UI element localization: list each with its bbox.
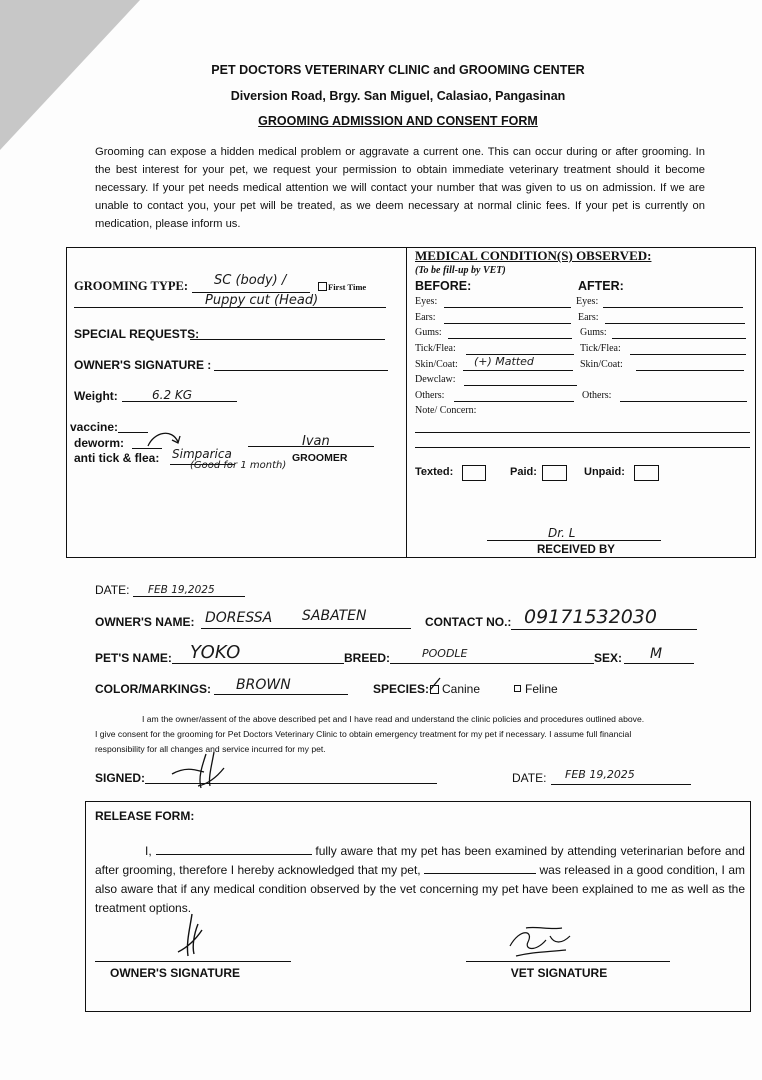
- others-before-line[interactable]: [454, 401, 574, 402]
- release-text-aware: fully aware that my pet has been examined by attending veterinarian before and after grooming, therefore I hereby acknowledged that my pet,: [95, 844, 745, 877]
- tick-flea-note: (Good for 1 month): [190, 460, 287, 471]
- owner-name-label: OWNER'S NAME:: [95, 615, 195, 629]
- admission-box-divider: [406, 247, 407, 558]
- feline-label: Feline: [525, 682, 558, 696]
- color-line: [214, 694, 348, 695]
- contact-line: [511, 629, 697, 630]
- release-title: RELEASE FORM:: [95, 809, 195, 823]
- eyes-after-label: Eyes:: [576, 296, 599, 307]
- release-paragraph: [95, 842, 745, 918]
- vet-signature-scribble: [506, 922, 576, 962]
- gums-after-label: Gums:: [580, 327, 607, 338]
- owner-name-line: [201, 628, 411, 629]
- skin-coat-after-label: Skin/Coat:: [580, 359, 623, 370]
- contact-label: CONTACT NO.:: [425, 615, 512, 629]
- others-after-label: Others:: [582, 390, 612, 401]
- form-title: GROOMING ADMISSION AND CONSENT FORM: [258, 114, 538, 128]
- groomer-label: GROOMER: [292, 452, 348, 464]
- owner-last-name: SABATEN: [302, 608, 367, 624]
- vet-signature-line[interactable]: [466, 961, 670, 962]
- eyes-after-line[interactable]: [603, 307, 743, 308]
- color-value: BROWN: [236, 677, 291, 693]
- breed-value: POODLE: [422, 647, 468, 660]
- breed-line: [390, 663, 594, 664]
- medical-title: MEDICAL CONDITION(S) OBSERVED:: [415, 248, 652, 263]
- color-label: COLOR/MARKINGS:: [95, 682, 211, 696]
- deworm-label: deworm:: [74, 436, 125, 450]
- breed-label: BREED:: [344, 651, 391, 665]
- note-line-2[interactable]: [415, 447, 750, 448]
- eyes-before-label: Eyes:: [415, 296, 438, 307]
- vaccine-label: vaccine:: [70, 420, 119, 434]
- release-pet-name-blank[interactable]: [424, 873, 536, 874]
- pet-name-value: YOKO: [190, 642, 241, 663]
- skin-coat-after-line[interactable]: [636, 370, 744, 371]
- owner-signature-scribble: [168, 748, 238, 793]
- first-time-label: First Time: [328, 282, 367, 292]
- unpaid-label: Unpaid:: [584, 466, 625, 478]
- date-label: DATE:: [95, 583, 130, 597]
- canine-label: Canine: [442, 682, 481, 696]
- intro-paragraph: Grooming can expose a hidden medical problem or aggravate a current one. This can occur during or after grooming. In the best interest for your pet, we request your permission to obtain immediate veterinary treatment should it become necessary. If your pet needs medical attention we will contact your number that was given to us on admission. If we are unable to contact you, your pet will be treated, as we deem necessary at normal clinic fees. If your pet is currently on medication, please inform us.: [95, 146, 705, 230]
- note-line-1[interactable]: [415, 432, 750, 433]
- groomer-line: [248, 446, 374, 447]
- tick-flea-after-label: Tick/Flea:: [580, 343, 621, 354]
- texted-checkbox[interactable]: [462, 465, 486, 481]
- sex-line: [624, 663, 694, 664]
- grooming-type-label: GROOMING TYPE:: [74, 279, 189, 293]
- release-text-i: I,: [145, 844, 152, 858]
- ears-before-line[interactable]: [444, 323, 571, 324]
- dewclaw-label: Dewclaw:: [415, 374, 456, 385]
- skin-coat-before-label: Skin/Coat:: [415, 359, 458, 370]
- pet-name-label: PET'S NAME:: [95, 651, 172, 665]
- paid-checkbox[interactable]: [542, 465, 567, 481]
- clinic-name: PET DOCTORS VETERINARY CLINIC and GROOMING CENTER: [211, 63, 585, 77]
- owner-release-signature-scribble: [168, 912, 218, 962]
- release-text-condition: was released in a good condition, I am also aware that if any medical condition observed by the vet concerning my pet have been explained to me as well as the treatment options.: [95, 863, 745, 915]
- owner-release-signature-line[interactable]: [95, 961, 291, 962]
- tick-flea-before-label: Tick/Flea:: [415, 343, 456, 354]
- received-by-label: RECEIVED BY: [537, 544, 615, 556]
- tick-flea-after-line[interactable]: [630, 354, 746, 355]
- special-requests-line[interactable]: [190, 339, 385, 340]
- species-label: SPECIES:: [373, 682, 430, 696]
- gums-before-label: Gums:: [415, 327, 442, 338]
- sex-label: SEX:: [594, 651, 623, 665]
- medical-subtitle: (To be fill-up by VET): [415, 265, 506, 276]
- feline-checkbox[interactable]: [514, 685, 521, 692]
- others-after-line[interactable]: [620, 401, 747, 402]
- signed-date-label: DATE:: [512, 771, 547, 785]
- consent-line-1: I am the owner/assent of the above described pet and I have read and understand the clinic policies and procedures outlined above.: [142, 714, 645, 724]
- weight-label: Weight:: [74, 389, 118, 403]
- signed-date-value: FEB 19,2025: [565, 768, 635, 781]
- others-before-label: Others:: [415, 390, 445, 401]
- weight-value: 6.2 KG: [152, 388, 193, 402]
- contact-value: 09171532030: [524, 606, 657, 628]
- owner-release-signature-label: OWNER'S SIGNATURE: [110, 966, 240, 980]
- before-label: BEFORE:: [415, 279, 472, 293]
- consent-line-3: responsibility for all changes and service incurred for my pet.: [95, 744, 326, 754]
- vaccine-line: [118, 432, 148, 433]
- tick-flea-value: Simparica: [172, 447, 232, 461]
- signed-label: SIGNED:: [95, 771, 146, 785]
- after-label: AFTER:: [578, 279, 624, 293]
- sex-value: M: [650, 646, 663, 662]
- grooming-type-value-2: Puppy cut (Head): [205, 293, 319, 308]
- date-line: [133, 596, 245, 597]
- ears-after-label: Ears:: [578, 312, 599, 323]
- note-concern-label: Note/ Concern:: [415, 405, 477, 416]
- clinic-address: Diversion Road, Brgy. San Miguel, Calasiao, Pangasinan: [230, 89, 566, 103]
- date-value: FEB 19,2025: [148, 584, 215, 596]
- vet-signature-label: VET SIGNATURE: [510, 966, 608, 980]
- skin-coat-before-value: (+) Matted: [474, 355, 534, 368]
- owner-signature-label: OWNER'S SIGNATURE :: [74, 358, 212, 372]
- consent-line-2: I give consent for the grooming for Pet Doctors Veterinary Clinic to obtain emergency treatment for my pet if necessary. I assume full financial: [95, 729, 632, 739]
- tick-flea-label: anti tick & flea:: [74, 451, 160, 465]
- ears-before-label: Ears:: [415, 312, 436, 323]
- ears-after-line[interactable]: [605, 323, 745, 324]
- gums-after-line[interactable]: [612, 338, 746, 339]
- release-owner-name-blank[interactable]: [156, 854, 312, 855]
- received-by-name: Dr. L: [548, 526, 576, 540]
- skin-coat-before-line[interactable]: [463, 370, 573, 371]
- paid-label: Paid:: [510, 466, 537, 478]
- dewclaw-line[interactable]: [464, 385, 577, 386]
- pet-name-line: [172, 663, 344, 664]
- grooming-type-value-1: SC (body) /: [214, 273, 287, 288]
- owner-first-name: DORESSA: [205, 610, 273, 626]
- owner-signature-line[interactable]: [214, 370, 388, 371]
- texted-label: Texted:: [415, 466, 454, 478]
- gums-before-line[interactable]: [448, 338, 572, 339]
- first-time-checkbox[interactable]: [318, 282, 327, 291]
- unpaid-checkbox[interactable]: [634, 465, 659, 481]
- signed-date-line: [551, 784, 691, 785]
- received-by-line: [487, 540, 661, 541]
- eyes-before-line[interactable]: [444, 307, 571, 308]
- special-requests-label: SPECIAL REQUESTS:: [74, 327, 200, 341]
- groomer-name: Ivan: [302, 434, 330, 449]
